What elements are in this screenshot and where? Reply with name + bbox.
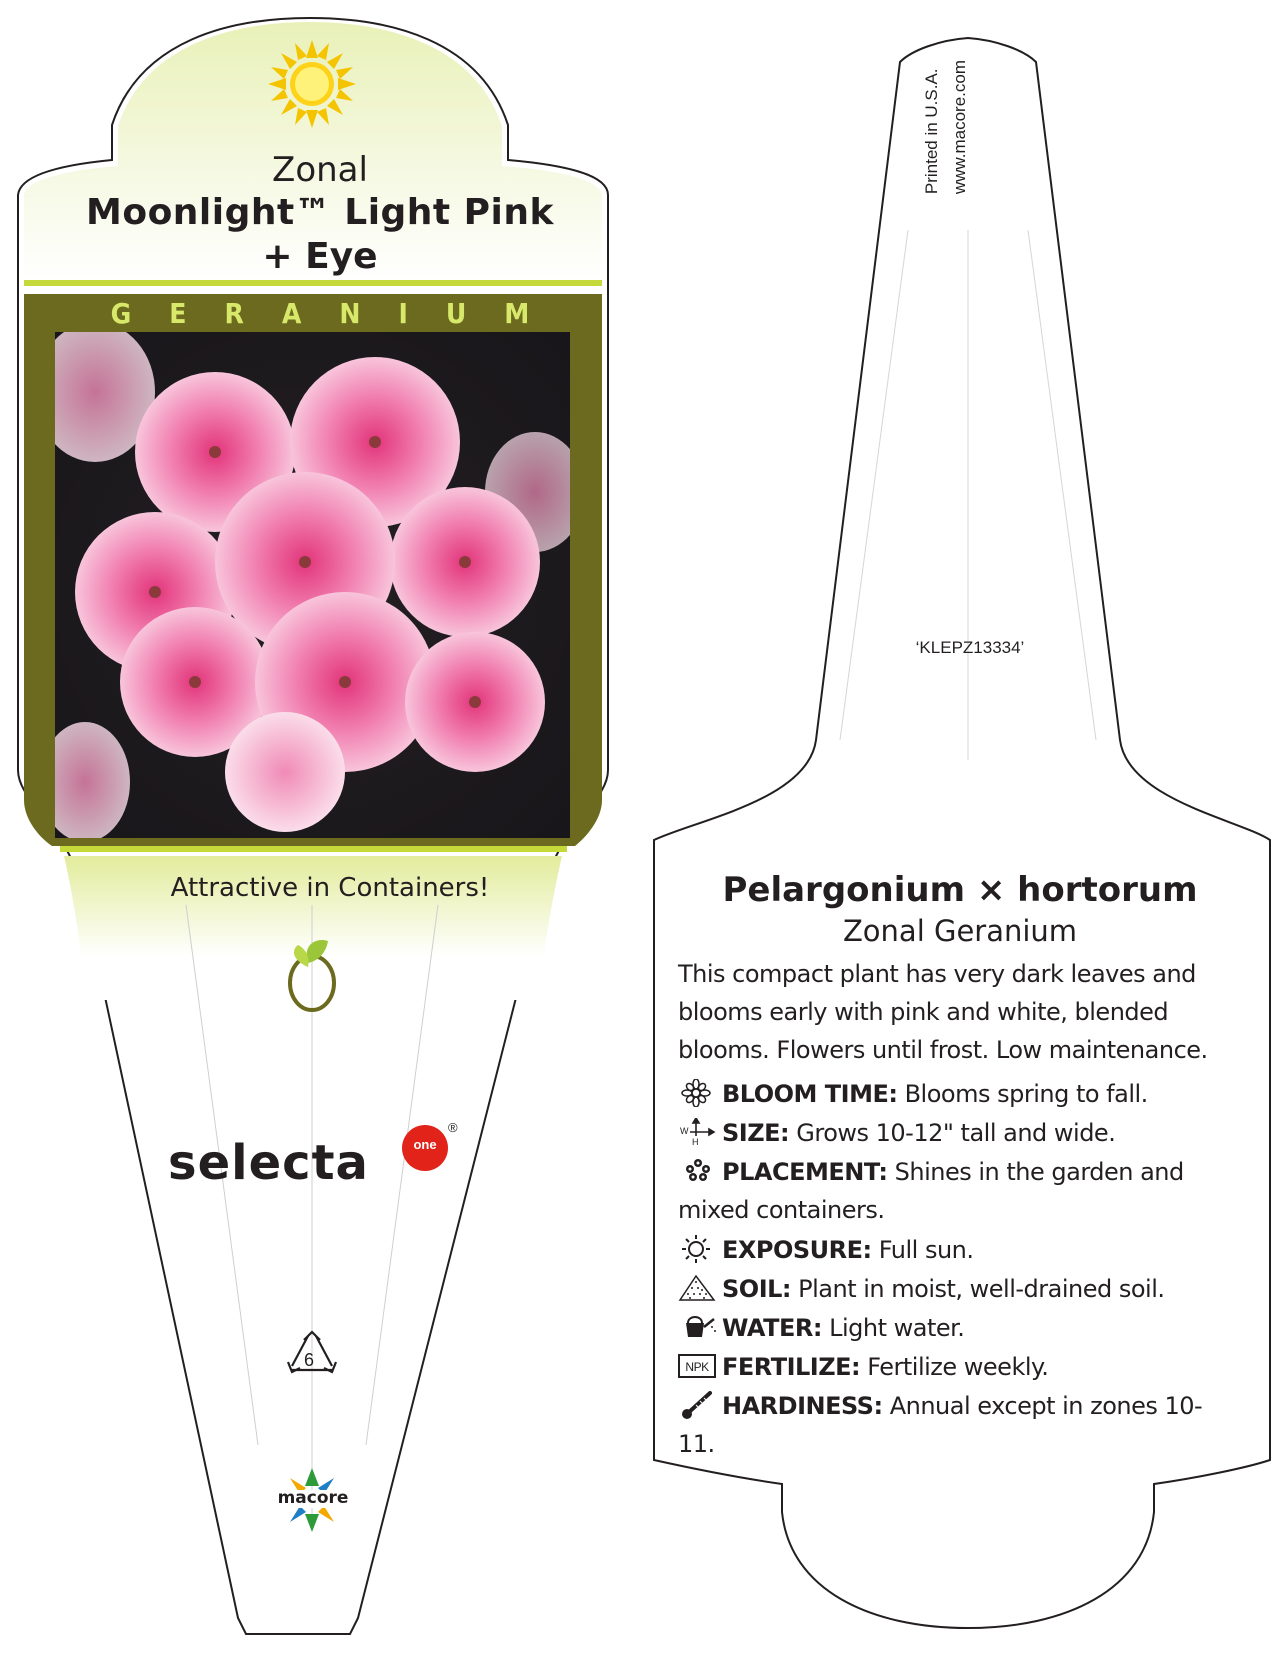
sun-icon: [268, 40, 356, 128]
brand-badge: one: [402, 1125, 448, 1171]
attr-value: Blooms spring to fall.: [904, 1080, 1148, 1108]
maker-logo-text: macore: [277, 1488, 349, 1508]
printed-in: Printed in U.S.A.: [922, 68, 941, 195]
flower-icon: [678, 1079, 718, 1107]
attribute-exposure: [678, 1231, 1238, 1269]
lime-divider-top: [24, 280, 602, 286]
size-icon: [678, 1118, 718, 1146]
recycle-code: 6: [304, 1350, 315, 1370]
soil-icon: [678, 1274, 718, 1302]
attribute-placement: [678, 1153, 1238, 1229]
attribute-size: [678, 1114, 1238, 1152]
variety-name-line2: + Eye: [262, 236, 378, 277]
attribute-water: [678, 1309, 1238, 1347]
attr-value: Shines in the garden and mixed containers.: [678, 1158, 1184, 1224]
attr-value: Light water.: [829, 1314, 965, 1342]
attr-label: BLOOM TIME:: [722, 1080, 898, 1108]
attribute-hardiness: [678, 1387, 1238, 1463]
svg-text:W: W: [680, 1126, 688, 1136]
print-info: [918, 60, 974, 194]
attr-value: Annual except in zones 10-11.: [678, 1392, 1203, 1458]
flower-photo: [55, 332, 570, 838]
svg-text:H: H: [692, 1137, 698, 1146]
attr-value: Plant in moist, well-drained soil.: [798, 1275, 1165, 1303]
brand-logo: selecta: [168, 1135, 369, 1191]
sun-outline-icon: [678, 1235, 718, 1263]
botanical-name: Pelargonium × hortorum: [722, 870, 1198, 910]
registered-mark: ®: [448, 1120, 458, 1135]
placement-icon: [678, 1157, 718, 1185]
description: This compact plant has very dark leaves and blooms early with pink and white, blended blooms. Flowers until frost. Low maintenance.: [678, 960, 1208, 1064]
cultivar-code: ‘KLEPZ13334’: [915, 638, 1025, 657]
svg-text:NPK: NPK: [685, 1360, 709, 1374]
variety-name-line1: Moonlight™ Light Pink: [86, 192, 554, 233]
common-name: Zonal Geranium: [842, 914, 1078, 948]
plant-type: Zonal: [272, 150, 368, 190]
attr-label: FERTILIZE:: [722, 1353, 861, 1381]
website: www.macore.com: [950, 60, 969, 195]
attr-label: WATER:: [722, 1314, 822, 1342]
tagline: Attractive in Containers!: [170, 873, 490, 903]
attribute-fertilize: [678, 1348, 1238, 1386]
watering-can-icon: [678, 1313, 718, 1341]
npk-icon: [678, 1352, 718, 1380]
attr-label: HARDINESS:: [722, 1392, 883, 1420]
attr-value: Full sun.: [878, 1236, 974, 1264]
geranium-flower-illustration: [55, 332, 570, 838]
attr-label: SIZE:: [722, 1119, 790, 1147]
attr-label: EXPOSURE:: [722, 1236, 872, 1264]
attr-value: Fertilize weekly.: [867, 1353, 1049, 1381]
attr-label: SOIL:: [722, 1275, 792, 1303]
thermometer-icon: [678, 1391, 718, 1419]
attribute-soil: [678, 1270, 1238, 1308]
attr-label: PLACEMENT:: [722, 1158, 888, 1186]
attr-value: Grows 10-12" tall and wide.: [796, 1119, 1116, 1147]
lime-divider-bottom: [60, 846, 567, 852]
category-label: GERANIUM: [110, 297, 568, 330]
attribute-bloom-time: [678, 1075, 1238, 1113]
